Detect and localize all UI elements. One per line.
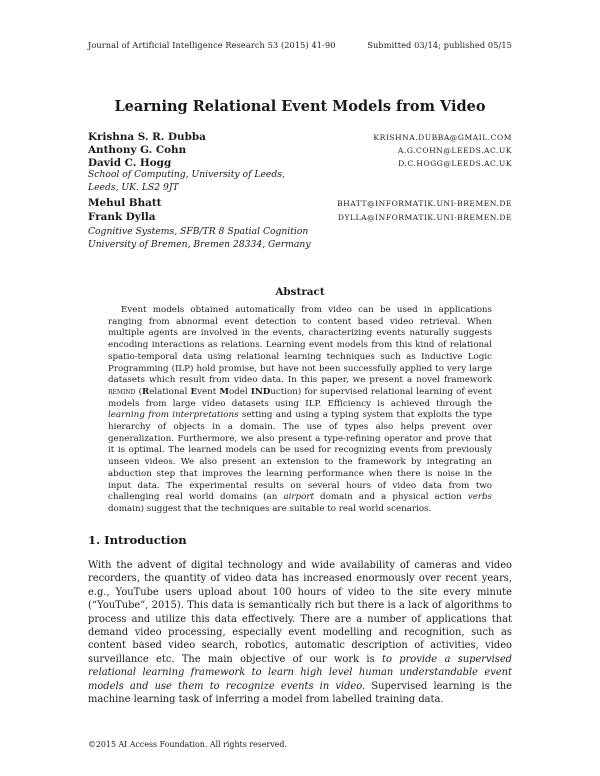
affiliation-line: University of Bremen, Bremen 28334, Germany xyxy=(88,239,311,250)
paper-title: Learning Relational Event Models from Video xyxy=(114,98,486,115)
author-name: Mehul Bhatt xyxy=(88,197,162,209)
affiliation-line: School of Computing, University of Leeds, xyxy=(88,169,285,180)
affiliation-leeds xyxy=(88,168,285,194)
journal-header: Journal of Artificial Intelligence Research 53 (2015) 41-90 xyxy=(88,40,336,50)
abstract-text: Event models obtained automatically from video can be used in applications ranging from abnormal event detection to content based video retrieval. When multiple agents are involved in the events, characterizing events naturally suggests encoding interactions as relations. Learning event models from this kind of relational spatio-temporal data using relational learning techniques such as Inductive Logic Programming (ILP) hold promise, but have not been successfully applied to very large datasets which result from video data. In this paper, we present a novel framework remind (Relational Event Model INDuction) for supervised relational learning of event models from large video datasets using ILP. Efficiency is achieved through the learning from interpretations setting and using a typing system that exploits the type hierarchy of objects in a domain. The use of types also helps prevent over generalization. Furthermore, we also present a type-refining operator and prove that it is optimal. The learned models can be used for recognizing events from previously unseen videos. We also present an extension to the framework by integrating an abduction step that improves the learning performance when there is noise in the input data. The experimental results on several hours of video data from two challenging real world domains (an airport domain and a physical action verbs domain) suggest that the techniques are suitable to real world scenarios. xyxy=(108,305,493,514)
author-email[interactable]: KRISHNA.DUBBA@GMAIL.COM xyxy=(373,133,512,142)
author-email[interactable]: DYLLA@INFORMATIK.UNI-BREMEN.DE xyxy=(337,213,512,222)
section-heading: 1. Introduction xyxy=(88,533,187,547)
author-email[interactable]: D.C.HOGG@LEEDS.AC.UK xyxy=(398,159,512,168)
copyright-footer: ©2015 AI Access Foundation. All rights reserved. xyxy=(88,740,287,749)
author-name: Krishna S. R. Dubba xyxy=(88,131,206,143)
submission-dates: Submitted 03/14; published 05/15 xyxy=(367,40,512,50)
affiliation-line: Cognitive Systems, SFB/TR 8 Spatial Cognition xyxy=(88,226,309,237)
author-name: David C. Hogg xyxy=(88,157,172,169)
author-email[interactable]: A.G.COHN@LEEDS.AC.UK xyxy=(397,146,512,155)
abstract-heading: Abstract xyxy=(275,286,325,298)
affiliation-bremen xyxy=(88,225,311,251)
introduction-text: With the advent of digital technology and wide availability of cameras and video recorders, the quantity of video data has increased enormously over recent years, e.g., YouTube users upload about 100 hours of video to the site every minute (“YouTube”, 2015). This data is semantically rich but there is a lack of algorithms to process and utilize this data effectively. There are a number of applications that demand video processing, especially event modelling and recognition, such as content based video search, robotics, automatic description of activities, video surveillance etc. The main objective of our work is to provide a supervised relational learning framework to learn high level human understandable event models and use them to recognize events in video. Supervised learning is the machine learning task of inferring a model from labelled training data. xyxy=(88,560,513,706)
author-name: Frank Dylla xyxy=(88,211,156,223)
affiliation-line: Leeds, UK. LS2 9JT xyxy=(88,182,179,193)
author-name: Anthony G. Cohn xyxy=(88,144,187,156)
author-email[interactable]: BHATT@INFORMATIK.UNI-BREMEN.DE xyxy=(337,199,512,208)
